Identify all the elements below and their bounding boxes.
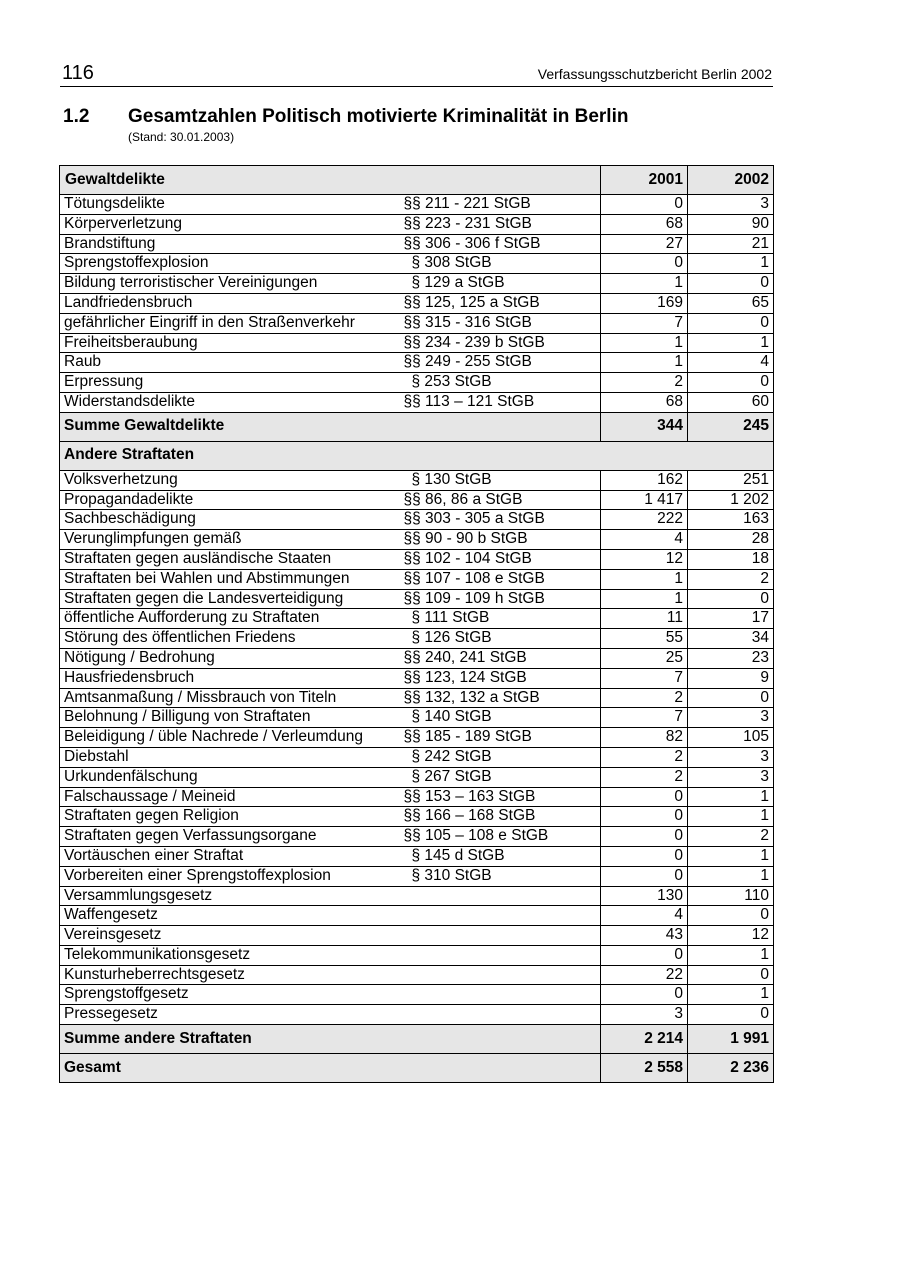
count-2001: 4 bbox=[601, 530, 688, 550]
page-header bbox=[60, 60, 773, 87]
law-reference: § 310 StGB bbox=[398, 866, 601, 886]
offense-name: Sprengstoffexplosion bbox=[60, 254, 398, 274]
law-reference bbox=[398, 965, 601, 985]
law-reference: §§ 86, 86 a StGB bbox=[398, 490, 601, 510]
count-2002: 12 bbox=[688, 926, 774, 946]
table-row bbox=[60, 274, 774, 294]
offense-name: Straftaten gegen ausländische Staaten bbox=[60, 549, 398, 569]
count-2002: 163 bbox=[688, 510, 774, 530]
table-row bbox=[60, 965, 774, 985]
count-2001: 25 bbox=[601, 648, 688, 668]
count-2002: 1 bbox=[688, 807, 774, 827]
table-header-row bbox=[60, 166, 774, 195]
count-2001: 2 bbox=[601, 767, 688, 787]
count-2002: 34 bbox=[688, 629, 774, 649]
law-reference: §§ 249 - 255 StGB bbox=[398, 353, 601, 373]
sum-violent-row bbox=[60, 412, 774, 441]
count-2001: 0 bbox=[601, 985, 688, 1005]
table-row bbox=[60, 569, 774, 589]
offense-name: Vortäuschen einer Straftat bbox=[60, 846, 398, 866]
offense-name: Diebstahl bbox=[60, 747, 398, 767]
offense-name: Vereinsgesetz bbox=[60, 926, 398, 946]
law-reference: §§ 303 - 305 a StGB bbox=[398, 510, 601, 530]
count-2002: 1 bbox=[688, 333, 774, 353]
law-reference: § 253 StGB bbox=[398, 373, 601, 393]
law-reference: § 111 StGB bbox=[398, 609, 601, 629]
count-2001: 11 bbox=[601, 609, 688, 629]
offense-name: Waffengesetz bbox=[60, 906, 398, 926]
offense-name: Propagandadelikte bbox=[60, 490, 398, 510]
count-2001: 0 bbox=[601, 807, 688, 827]
offense-name: Straftaten gegen die Landesverteidigung bbox=[60, 589, 398, 609]
count-2001: 12 bbox=[601, 549, 688, 569]
count-2002: 1 bbox=[688, 254, 774, 274]
sum-2002: 245 bbox=[688, 412, 774, 441]
count-2002: 0 bbox=[688, 1005, 774, 1025]
count-2002: 1 bbox=[688, 985, 774, 1005]
count-2001: 2 bbox=[601, 747, 688, 767]
table-row bbox=[60, 1005, 774, 1025]
count-2001: 162 bbox=[601, 470, 688, 490]
law-reference: §§ 107 - 108 e StGB bbox=[398, 569, 601, 589]
count-2001: 68 bbox=[601, 214, 688, 234]
count-2002: 3 bbox=[688, 708, 774, 728]
count-2001: 130 bbox=[601, 886, 688, 906]
table-row bbox=[60, 708, 774, 728]
law-reference: §§ 132, 132 a StGB bbox=[398, 688, 601, 708]
table-row bbox=[60, 827, 774, 847]
offense-name: Straftaten gegen Verfassungsorgane bbox=[60, 827, 398, 847]
table-row bbox=[60, 470, 774, 490]
total-law-cell bbox=[398, 1054, 601, 1083]
count-2002: 3 bbox=[688, 767, 774, 787]
law-reference: §§ 211 - 221 StGB bbox=[398, 195, 601, 215]
table-row bbox=[60, 866, 774, 886]
section-title: Gesamtzahlen Politisch motivierte Kriminalität in Berlin bbox=[128, 106, 629, 127]
count-2002: 18 bbox=[688, 549, 774, 569]
law-reference: §§ 185 - 189 StGB bbox=[398, 728, 601, 748]
count-2002: 9 bbox=[688, 668, 774, 688]
offense-name: Freiheitsberaubung bbox=[60, 333, 398, 353]
sum-other-row bbox=[60, 1025, 774, 1054]
table-row bbox=[60, 668, 774, 688]
count-2001: 7 bbox=[601, 668, 688, 688]
sum-law-cell bbox=[398, 1025, 601, 1054]
offense-name: Vorbereiten einer Sprengstoffexplosion bbox=[60, 866, 398, 886]
count-2002: 60 bbox=[688, 392, 774, 412]
law-reference: §§ 223 - 231 StGB bbox=[398, 214, 601, 234]
count-2001: 2 bbox=[601, 373, 688, 393]
table-row bbox=[60, 807, 774, 827]
count-2002: 0 bbox=[688, 274, 774, 294]
violent-heading: Gewaltdelikte bbox=[60, 166, 398, 195]
table-row bbox=[60, 589, 774, 609]
count-2002: 1 bbox=[688, 945, 774, 965]
table-row bbox=[60, 886, 774, 906]
count-2002: 28 bbox=[688, 530, 774, 550]
count-2001: 1 bbox=[601, 589, 688, 609]
count-2001: 82 bbox=[601, 728, 688, 748]
table-row bbox=[60, 313, 774, 333]
count-2001: 1 bbox=[601, 569, 688, 589]
total-2002: 2 236 bbox=[688, 1054, 774, 1083]
total-2001: 2 558 bbox=[601, 1054, 688, 1083]
table-row bbox=[60, 846, 774, 866]
count-2002: 17 bbox=[688, 609, 774, 629]
count-2002: 23 bbox=[688, 648, 774, 668]
count-2002: 0 bbox=[688, 373, 774, 393]
sum-law-cell bbox=[398, 412, 601, 441]
count-2002: 251 bbox=[688, 470, 774, 490]
count-2001: 2 bbox=[601, 688, 688, 708]
count-2001: 4 bbox=[601, 906, 688, 926]
table-row bbox=[60, 373, 774, 393]
count-2002: 0 bbox=[688, 965, 774, 985]
count-2002: 1 202 bbox=[688, 490, 774, 510]
law-reference: § 126 StGB bbox=[398, 629, 601, 649]
offense-name: Telekommunikationsgesetz bbox=[60, 945, 398, 965]
offense-name: Widerstandsdelikte bbox=[64, 392, 195, 410]
count-2001: 7 bbox=[601, 708, 688, 728]
count-2002: 1 bbox=[688, 866, 774, 886]
violent-rows bbox=[60, 195, 774, 413]
table-row bbox=[60, 195, 774, 215]
total-label: Gesamt bbox=[60, 1054, 398, 1083]
offense-name: Beleidigung / üble Nachrede / Verleumdung bbox=[60, 728, 398, 748]
offense-name: gefährlicher Eingriff in den Straßenverkehr bbox=[60, 313, 398, 333]
offense-name: Urkundenfälschung bbox=[60, 767, 398, 787]
section-heading bbox=[63, 106, 628, 128]
table-row bbox=[60, 629, 774, 649]
count-2002: 3 bbox=[688, 195, 774, 215]
law-reference: §§ 123, 124 StGB bbox=[398, 668, 601, 688]
offense-name: Volksverhetzung bbox=[60, 470, 398, 490]
count-2002: 2 bbox=[688, 827, 774, 847]
sum-2001: 344 bbox=[601, 412, 688, 441]
law-reference bbox=[398, 985, 601, 1005]
offense-name: Störung des öffentlichen Friedens bbox=[60, 629, 398, 649]
offense-name: Straftaten gegen Religion bbox=[60, 807, 398, 827]
law-reference: §§ 315 - 316 StGB bbox=[398, 313, 601, 333]
count-2001: 1 bbox=[601, 353, 688, 373]
count-2001: 1 bbox=[601, 333, 688, 353]
table-row bbox=[60, 254, 774, 274]
law-reference bbox=[398, 1005, 601, 1025]
count-2002: 0 bbox=[688, 688, 774, 708]
law-reference bbox=[398, 945, 601, 965]
law-reference: § 140 StGB bbox=[398, 708, 601, 728]
count-2001: 0 bbox=[601, 945, 688, 965]
other-heading: Andere Straftaten bbox=[60, 441, 774, 470]
table-row bbox=[60, 688, 774, 708]
law-reference: § 129 a StGB bbox=[398, 274, 601, 294]
table-row bbox=[60, 747, 774, 767]
offense-name: Körperverletzung bbox=[60, 214, 398, 234]
offense-name: öffentliche Aufforderung zu Straftaten bbox=[60, 609, 398, 629]
offense-name: Landfriedensbruch bbox=[60, 293, 398, 313]
year-2001-header: 2001 bbox=[601, 166, 688, 195]
count-2001: 68 bbox=[601, 392, 688, 412]
count-2001: 0 bbox=[601, 827, 688, 847]
law-reference: §§ 102 - 104 StGB bbox=[398, 549, 601, 569]
sum-label: Summe andere Straftaten bbox=[60, 1025, 398, 1054]
status-date: (Stand: 30.01.2003) bbox=[128, 130, 235, 144]
table-row bbox=[60, 906, 774, 926]
table-row bbox=[60, 510, 774, 530]
running-title: Verfassungsschutzbericht Berlin 2002 bbox=[537, 66, 772, 82]
law-reference: § 242 StGB bbox=[398, 747, 601, 767]
law-reference: §§ 166 – 168 StGB bbox=[398, 807, 601, 827]
page-number: 116 bbox=[62, 62, 94, 84]
law-reference: §§ 240, 241 StGB bbox=[398, 648, 601, 668]
count-2002: 3 bbox=[688, 747, 774, 767]
law-reference bbox=[398, 926, 601, 946]
law-reference: §§ 109 - 109 h StGB bbox=[398, 589, 601, 609]
count-2001: 0 bbox=[601, 254, 688, 274]
count-2001: 0 bbox=[601, 787, 688, 807]
sum-2002: 1 991 bbox=[688, 1025, 774, 1054]
offense-name: Kunsturheberrechtsgesetz bbox=[60, 965, 398, 985]
year-2002-header: 2002 bbox=[688, 166, 774, 195]
count-2002: 0 bbox=[688, 589, 774, 609]
table-row bbox=[60, 648, 774, 668]
offense-name: Bildung terroristischer Vereinigungen bbox=[60, 274, 398, 294]
count-2001: 0 bbox=[601, 195, 688, 215]
table-row bbox=[60, 985, 774, 1005]
count-2002: 105 bbox=[688, 728, 774, 748]
law-reference: § 267 StGB bbox=[398, 767, 601, 787]
count-2002: 21 bbox=[688, 234, 774, 254]
table-row bbox=[60, 926, 774, 946]
count-2002: 1 bbox=[688, 787, 774, 807]
law-reference bbox=[398, 906, 601, 926]
count-2001: 55 bbox=[601, 629, 688, 649]
count-2001: 27 bbox=[601, 234, 688, 254]
law-reference: §§ 125, 125 a StGB bbox=[398, 293, 601, 313]
offense-name: Sprengstoffgesetz bbox=[60, 985, 398, 1005]
table-row bbox=[60, 609, 774, 629]
count-2001: 222 bbox=[601, 510, 688, 530]
count-2001: 43 bbox=[601, 926, 688, 946]
table-row bbox=[60, 333, 774, 353]
count-2002: 2 bbox=[688, 569, 774, 589]
table-row bbox=[60, 353, 774, 373]
offense-name: Tötungsdelikte bbox=[60, 195, 398, 215]
offense-name: Straftaten bei Wahlen und Abstimmungen bbox=[60, 569, 398, 589]
table-row bbox=[60, 530, 774, 550]
table-row bbox=[60, 234, 774, 254]
offense-name: Brandstiftung bbox=[60, 234, 398, 254]
table-row bbox=[60, 214, 774, 234]
count-2002: 0 bbox=[688, 313, 774, 333]
count-2002: 90 bbox=[688, 214, 774, 234]
offense-name: Erpressung bbox=[60, 373, 398, 393]
count-2002: 0 bbox=[688, 906, 774, 926]
law-reference: §§ 306 - 306 f StGB bbox=[398, 234, 601, 254]
other-heading-row bbox=[60, 441, 774, 470]
count-2001: 22 bbox=[601, 965, 688, 985]
count-2001: 1 417 bbox=[601, 490, 688, 510]
table-row bbox=[60, 392, 774, 412]
offense-name: Sachbeschädigung bbox=[60, 510, 398, 530]
count-2002: 110 bbox=[688, 886, 774, 906]
sum-label: Summe Gewaltdelikte bbox=[60, 412, 398, 441]
law-reference: § 308 StGB bbox=[398, 254, 601, 274]
law-reference bbox=[398, 886, 601, 906]
law-reference: §§ 90 - 90 b StGB bbox=[398, 530, 601, 550]
law-header-cell bbox=[398, 166, 601, 195]
offense-name: Amtsanmaßung / Missbrauch von Titeln bbox=[60, 688, 398, 708]
count-2001: 169 bbox=[601, 293, 688, 313]
offense-name: Falschaussage / Meineid bbox=[60, 787, 398, 807]
law-reference: §§ 105 – 108 e StGB bbox=[398, 827, 601, 847]
total-row bbox=[60, 1054, 774, 1083]
table-row bbox=[60, 549, 774, 569]
offense-name: Versammlungsgesetz bbox=[60, 886, 398, 906]
count-2002: 4 bbox=[688, 353, 774, 373]
offense-name: Nötigung / Bedrohung bbox=[60, 648, 398, 668]
table-row bbox=[60, 728, 774, 748]
table-row bbox=[60, 293, 774, 313]
crime-statistics-table bbox=[59, 165, 774, 1083]
count-2001: 0 bbox=[601, 866, 688, 886]
other-rows bbox=[60, 470, 774, 1024]
law-reference: §§ 234 - 239 b StGB bbox=[398, 333, 601, 353]
section-number: 1.2 bbox=[63, 106, 90, 127]
law-reference: §§ 153 – 163 StGB bbox=[398, 787, 601, 807]
count-2002: 1 bbox=[688, 846, 774, 866]
count-2001: 3 bbox=[601, 1005, 688, 1025]
table-row bbox=[60, 767, 774, 787]
offense-name: Hausfriedensbruch bbox=[60, 668, 398, 688]
table-row bbox=[60, 945, 774, 965]
law-reference: § 130 StGB bbox=[398, 470, 601, 490]
offense-name: Pressegesetz bbox=[64, 1005, 158, 1023]
law-reference: § 145 d StGB bbox=[398, 846, 601, 866]
table-row bbox=[60, 490, 774, 510]
offense-name: Belohnung / Billigung von Straftaten bbox=[60, 708, 398, 728]
count-2001: 7 bbox=[601, 313, 688, 333]
offense-name: Raub bbox=[60, 353, 398, 373]
count-2001: 0 bbox=[601, 846, 688, 866]
law-reference: §§ 113 – 121 StGB bbox=[403, 392, 535, 410]
count-2001: 1 bbox=[601, 274, 688, 294]
offense-name: Verunglimpfungen gemäß bbox=[60, 530, 398, 550]
sum-2001: 2 214 bbox=[601, 1025, 688, 1054]
table-row bbox=[60, 787, 774, 807]
count-2002: 65 bbox=[688, 293, 774, 313]
